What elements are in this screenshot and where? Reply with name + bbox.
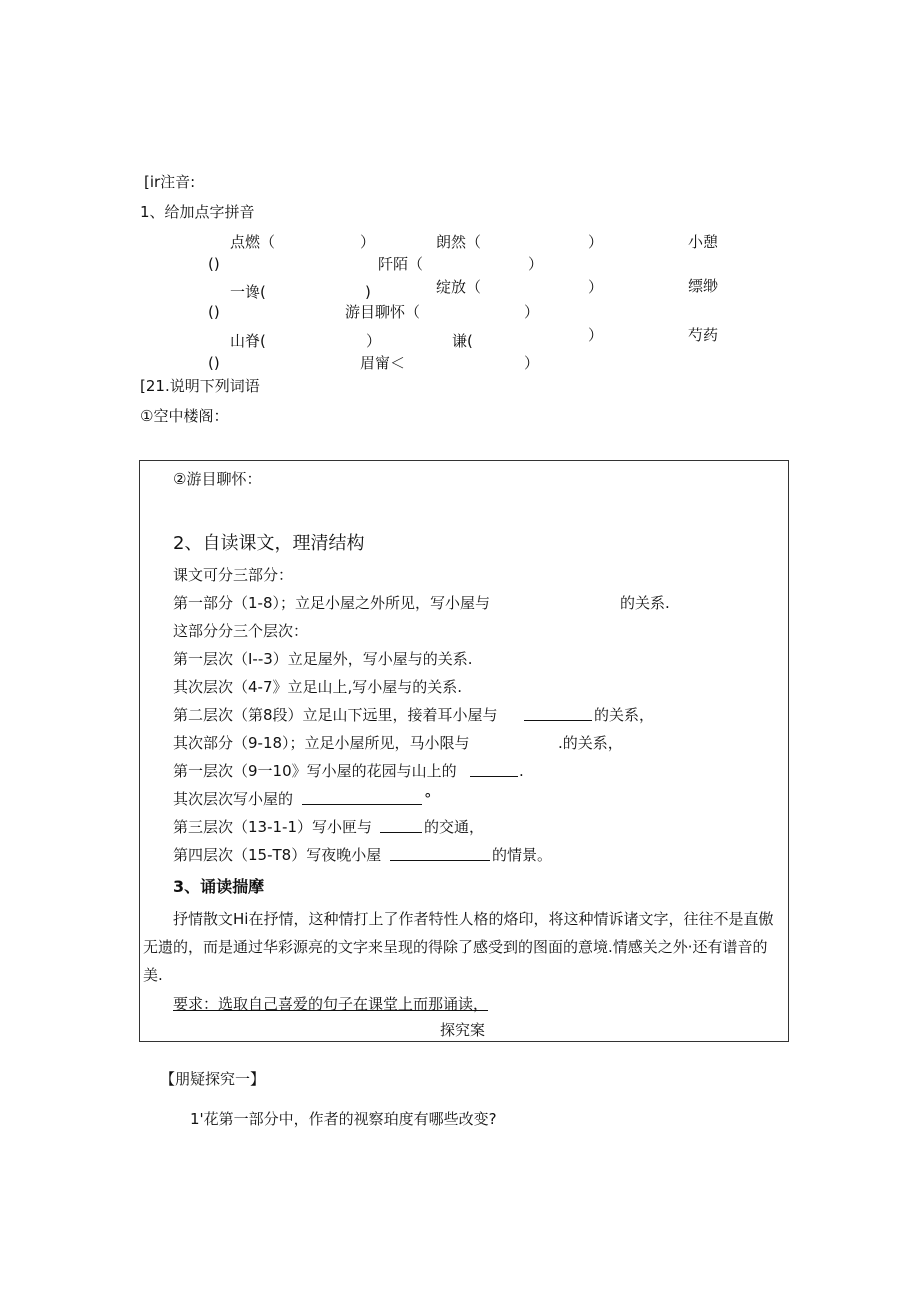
pinyin-close: ） bbox=[524, 354, 540, 372]
box-footer: 探究案 bbox=[440, 1021, 486, 1039]
fill-blank[interactable] bbox=[470, 762, 518, 777]
fill-blank[interactable] bbox=[380, 818, 422, 833]
paragraph-line: 无遗的，而是通过华彩源亮的文字来呈现的得除了感受到的图面的意境.情感关之外·还有谱音的 bbox=[143, 938, 768, 956]
structure-line: 第四层次（15-T8）写夜晚小屋 bbox=[173, 846, 382, 864]
line-suffix: 的情景。 bbox=[492, 846, 553, 864]
pinyin-item: 眉甯＜ bbox=[360, 354, 406, 372]
pinyin-item: 缥缈 bbox=[688, 277, 719, 295]
pinyin-close: ） bbox=[366, 332, 382, 350]
structure-line: 第一部分（1-8）；立足小屋之外所见，写小屋与 bbox=[173, 594, 491, 612]
paragraph-line: 美. bbox=[143, 966, 163, 984]
section-heading: [ir注音: bbox=[144, 173, 196, 191]
pinyin-item: 芍药 bbox=[688, 326, 719, 344]
pinyin-item: 绽放（ bbox=[436, 278, 482, 296]
term-kongzhong: ①空中楼阁： bbox=[140, 407, 229, 425]
pinyin-item: 阡陌（ bbox=[378, 255, 424, 273]
structure-line: 这部分分三个层次： bbox=[173, 622, 309, 640]
paragraph-line: 抒情散文Hi在抒情，这种情打上了作者特性人格的烙印，将这种情诉诸文字，往往不是直傲 bbox=[173, 910, 774, 928]
requirement-text: 要求：选取自己喜爱的句子在课堂上而那诵读， bbox=[173, 995, 489, 1013]
pinyin-close: ） bbox=[360, 233, 376, 251]
line-suffix: ° bbox=[424, 790, 432, 808]
pinyin-paren: () bbox=[208, 354, 220, 372]
pinyin-close: ） bbox=[588, 233, 604, 251]
pinyin-item: 山脊( bbox=[230, 332, 266, 350]
structure-line: 第三层次（13-1-1）写小匣与 bbox=[173, 818, 373, 836]
pinyin-item: 一谗( bbox=[230, 283, 266, 301]
structure-line: 课文可分三部分： bbox=[173, 566, 294, 584]
pinyin-close: ） bbox=[588, 278, 604, 296]
inquiry-question: 1'花第一部分中，作者的视察珀度有哪些改变? bbox=[190, 1110, 497, 1128]
term-youmu: ②游目聊怀： bbox=[173, 470, 262, 488]
pinyin-paren: () bbox=[208, 255, 220, 273]
line-suffix: 的交通， bbox=[424, 818, 485, 836]
fill-blank[interactable] bbox=[524, 706, 592, 721]
pinyin-close: ） bbox=[524, 303, 540, 321]
item2-title: [21.说明下列词语 bbox=[140, 377, 260, 395]
structure-line: 其次部分（9-18）；立足小屋所见，马小限与 bbox=[173, 734, 470, 752]
pinyin-item: 点燃（ bbox=[230, 233, 276, 251]
pinyin-close: ） bbox=[588, 326, 604, 344]
line-suffix: 的关系， bbox=[594, 706, 655, 724]
pinyin-paren: () bbox=[208, 303, 220, 321]
fill-blank[interactable] bbox=[302, 790, 422, 805]
structure-line: 第二层次（第8段）立足山下远里，接着耳小屋与 bbox=[173, 706, 498, 724]
pinyin-close: ） bbox=[528, 255, 544, 273]
line-suffix: 的关系. bbox=[620, 594, 670, 612]
structure-line: 其次层次写小屋的 bbox=[173, 790, 294, 808]
inquiry-title: 【朋疑探究一】 bbox=[160, 1070, 266, 1088]
section3-title: 3、诵读揣摩 bbox=[173, 877, 265, 896]
pinyin-item: 朗然（ bbox=[436, 233, 482, 251]
pinyin-close: ) bbox=[365, 283, 371, 301]
structure-line: 其次层次（4-7》立足山上,写小屋与的关系. bbox=[173, 678, 463, 696]
pinyin-item: 谦( bbox=[452, 332, 473, 350]
pinyin-item: 游目聊怀（ bbox=[345, 303, 421, 321]
item1-title: 1、给加点字拼音 bbox=[140, 203, 255, 221]
line-suffix: .的关系， bbox=[558, 734, 623, 752]
line-suffix: . bbox=[519, 762, 524, 780]
fill-blank[interactable] bbox=[390, 846, 490, 861]
pinyin-item: 小憩 bbox=[688, 233, 719, 251]
structure-line: 第一层次（9一10》写小屋的花园与山上的 bbox=[173, 762, 457, 780]
structure-line: 第一层次（I--3）立足屋外，写小屋与的关系. bbox=[173, 650, 473, 668]
section2-title: 2、自读课文，理清结构 bbox=[173, 533, 365, 554]
